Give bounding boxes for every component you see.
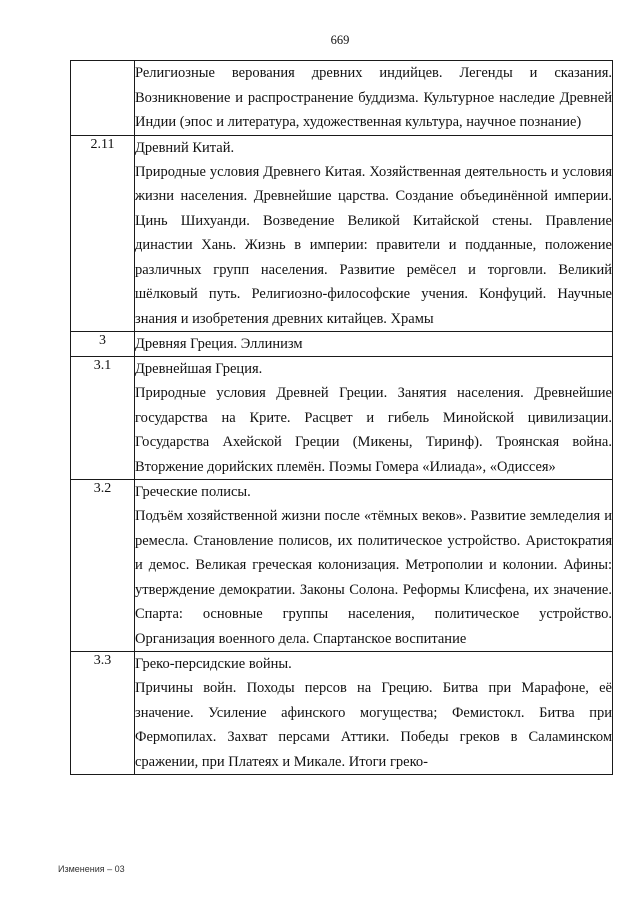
curriculum-table <box>70 60 613 775</box>
section-title: Греко-персидские войны. <box>135 656 292 672</box>
section-title: Древняя Греция. Эллинизм <box>135 336 303 352</box>
section-description: Природные условия Древней Греции. Занятия населения. Древнейшие государства на Крите. Расцвет и гибель Минойской цивилизации. Государства Ахейской Греции (Микены, Тиринф). Троянская война. Вторжение дорийских племён. Поэмы Гомера «Илиада», «Одиссея» <box>135 385 612 475</box>
table-row <box>71 357 613 480</box>
section-description: Причины войн. Походы персов на Грецию. Битва при Марафоне, её значение. Усиление афинского могущества; Фемистокл. Битва при Фермопилах. Захват персами Аттики. Победы греков в Саламинском сражении, при Платеях и Микале. Итоги греко- <box>135 680 612 770</box>
section-number: 3 <box>71 332 135 357</box>
section-content <box>135 652 613 775</box>
section-content <box>135 135 613 332</box>
section-description: Религиозные верования древних индийцев. Легенды и сказания. Возникновение и распространение буддизма. Культурное наследие Древней Индии (эпос и литература, художественная культура, научное познание) <box>135 65 612 130</box>
table-row <box>71 135 613 332</box>
page-number: 669 <box>330 33 350 47</box>
section-description: Подъём хозяйственной жизни после «тёмных веков». Развитие земледелия и ремесла. Становление полисов, их политическое устройство. Аристократия и демос. Великая греческая колонизация. Метрополии и колонии. Афины: утверждение демократии. Законы Солона. Реформы Клисфена, их значение. Спарта: основные группы населения, политическое устройство. Организация военного дела. Спартанское воспитание <box>135 508 612 647</box>
section-title: Древний Китай. <box>135 139 235 156</box>
section-content <box>135 332 613 357</box>
table-row <box>71 480 613 652</box>
section-number <box>71 61 135 136</box>
section-number: 2.11 <box>71 135 135 332</box>
table-row <box>71 332 613 357</box>
table-row <box>71 652 613 775</box>
table-row <box>71 61 613 136</box>
section-content <box>135 61 613 136</box>
section-title: Греческие полисы. <box>135 484 251 500</box>
section-content <box>135 480 613 652</box>
section-description: Природные условия Древнего Китая. Хозяйственная деятельность и условия жизни населения. Древнейшие царства. Создание объединённой империи. Цинь Шихуанди. Возведение Великой Китайской стены. Правление династии Хань. Жизнь в империи: правители и подданные, положение различных групп населения. Развитие ремёсел и торговли. Великий шёлковый путь. Религиозно-философские учения. Конфуций. Научные знания и изобретения древних китайцев. Храмы <box>135 163 612 327</box>
section-number: 3.3 <box>71 652 135 775</box>
section-number: 3.1 <box>71 357 135 480</box>
section-title: Древнейшая Греция. <box>135 361 263 377</box>
section-number: 3.2 <box>71 480 135 652</box>
section-content <box>135 357 613 480</box>
footer-revision-note: Изменения – 03 <box>58 864 125 874</box>
